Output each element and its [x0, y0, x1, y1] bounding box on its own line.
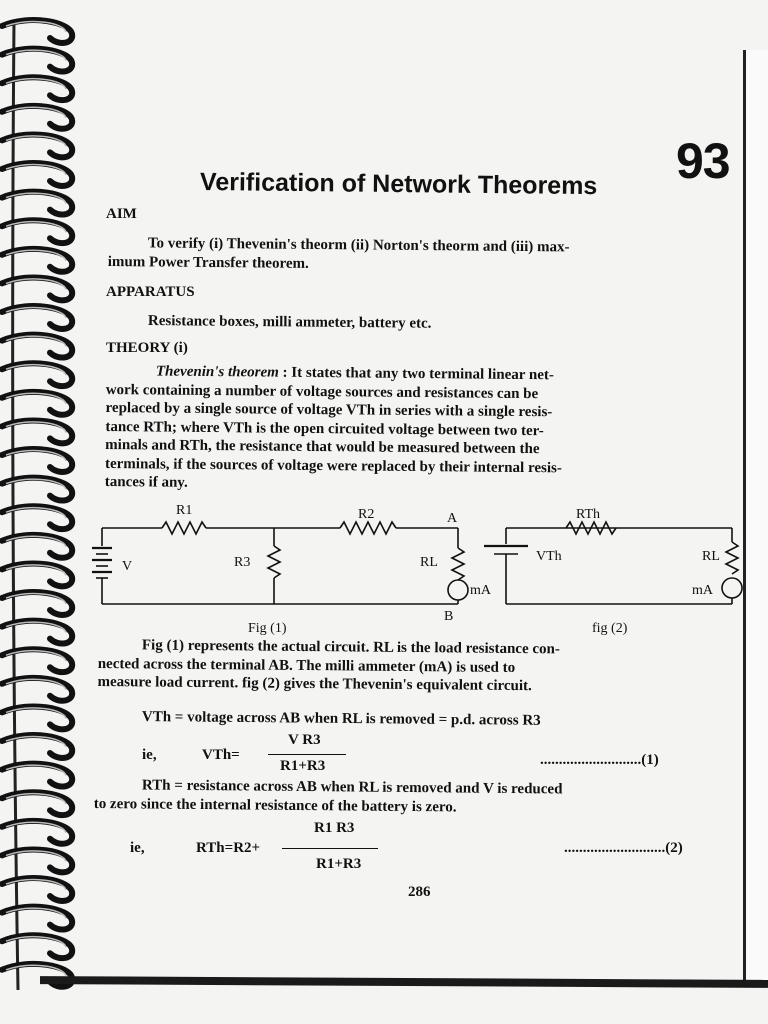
eq2-fraction-bar — [282, 848, 378, 849]
explanation-paragraph: Fig (1) represents the actual circuit. RL is the load resistance con- nected across the terminal AB. The milli ammeter (mA) is used to measure load current. fig (2) gives the Thevenin's equivalent circuit. — [97, 637, 560, 695]
label-r3: R3 — [234, 555, 251, 570]
eq1-tag: ...........................(1) — [540, 752, 659, 768]
eq2-prefix: ie, — [130, 840, 145, 856]
eq1-denominator: R1+R3 — [280, 758, 326, 774]
eq1-numerator: V R3 — [288, 732, 321, 748]
rl-resistor-fig2 — [726, 542, 738, 574]
chapter-number: 93 — [676, 133, 730, 189]
theory-heading: THEORY (i) — [106, 340, 188, 356]
milliammeter-fig2 — [722, 578, 742, 598]
eq1-lhs: VTh= — [202, 747, 240, 763]
label-ma-fig1: mA — [470, 583, 491, 598]
label-ma-fig2: mA — [692, 583, 713, 598]
page-title: Verification of Network Theorems — [199, 168, 598, 201]
label-r2: R2 — [358, 507, 375, 522]
circuit-figures — [92, 500, 758, 640]
spiral-binding — [0, 0, 90, 1000]
label-r1: R1 — [176, 503, 193, 518]
label-b: B — [444, 609, 454, 624]
eq2-denominator: R1+R3 — [316, 856, 362, 872]
page-edge-bottom — [40, 976, 768, 988]
fig2-caption: fig (2) — [592, 621, 628, 636]
r2-resistor — [340, 522, 396, 534]
vth-definition: VTh = voltage across AB when RL is removed = p.d. across R3 — [141, 708, 541, 729]
fig1-caption: Fig (1) — [248, 621, 287, 636]
theorem-name: Thevenin's theorem — [155, 363, 279, 381]
rth-definition: RTh = resistance across AB when RL is removed and V is reduced to zero since the internal resistance of the battery is zero. — [93, 777, 563, 815]
eq2-lhs: RTh=R2+ — [196, 840, 261, 856]
theorem-paragraph: Thevenin's theorem : It states that any two terminal linear net- work containing a number of voltage sources and resistances can be replaced by a single source of voltage VTh in series with a single resis- tance RTh; where VTh is the open circuited voltage between two ter- minals and RTh, the resistance that would be measured between the terminals, if the sources of voltage were replaced by their internal resis- tances if any. — [104, 363, 562, 491]
eq2-numerator: R1 R3 — [314, 820, 355, 836]
apparatus-text: Resistance boxes, milli ammeter, battery etc. — [147, 312, 432, 332]
label-rth: RTh — [576, 507, 601, 522]
apparatus-heading: APPARATUS — [106, 284, 195, 300]
aim-line-1: To verify (i) Thevenin's theorm (ii) Norton's theorm and (iii) max- — [147, 235, 570, 256]
label-a: A — [447, 511, 458, 526]
eq1-fraction-bar — [268, 754, 346, 755]
rl-resistor-fig1 — [452, 548, 464, 580]
rth-resistor — [566, 522, 616, 534]
eq1-prefix: ie, — [142, 747, 157, 763]
aim-text — [108, 234, 738, 277]
page-number: 286 — [408, 884, 431, 900]
eq2-tag: ...........................(2) — [564, 840, 683, 856]
milliammeter-fig1 — [448, 580, 468, 600]
aim-heading: AIM — [106, 206, 137, 222]
label-rl-fig1: RL — [420, 555, 438, 570]
aim-line-2: imum Power Transfer theorem. — [107, 253, 309, 272]
label-v: V — [122, 559, 133, 574]
label-vth: VTh — [536, 549, 562, 564]
label-rl-fig2: RL — [702, 549, 720, 564]
r3-resistor — [268, 546, 280, 578]
r1-resistor — [162, 522, 206, 534]
